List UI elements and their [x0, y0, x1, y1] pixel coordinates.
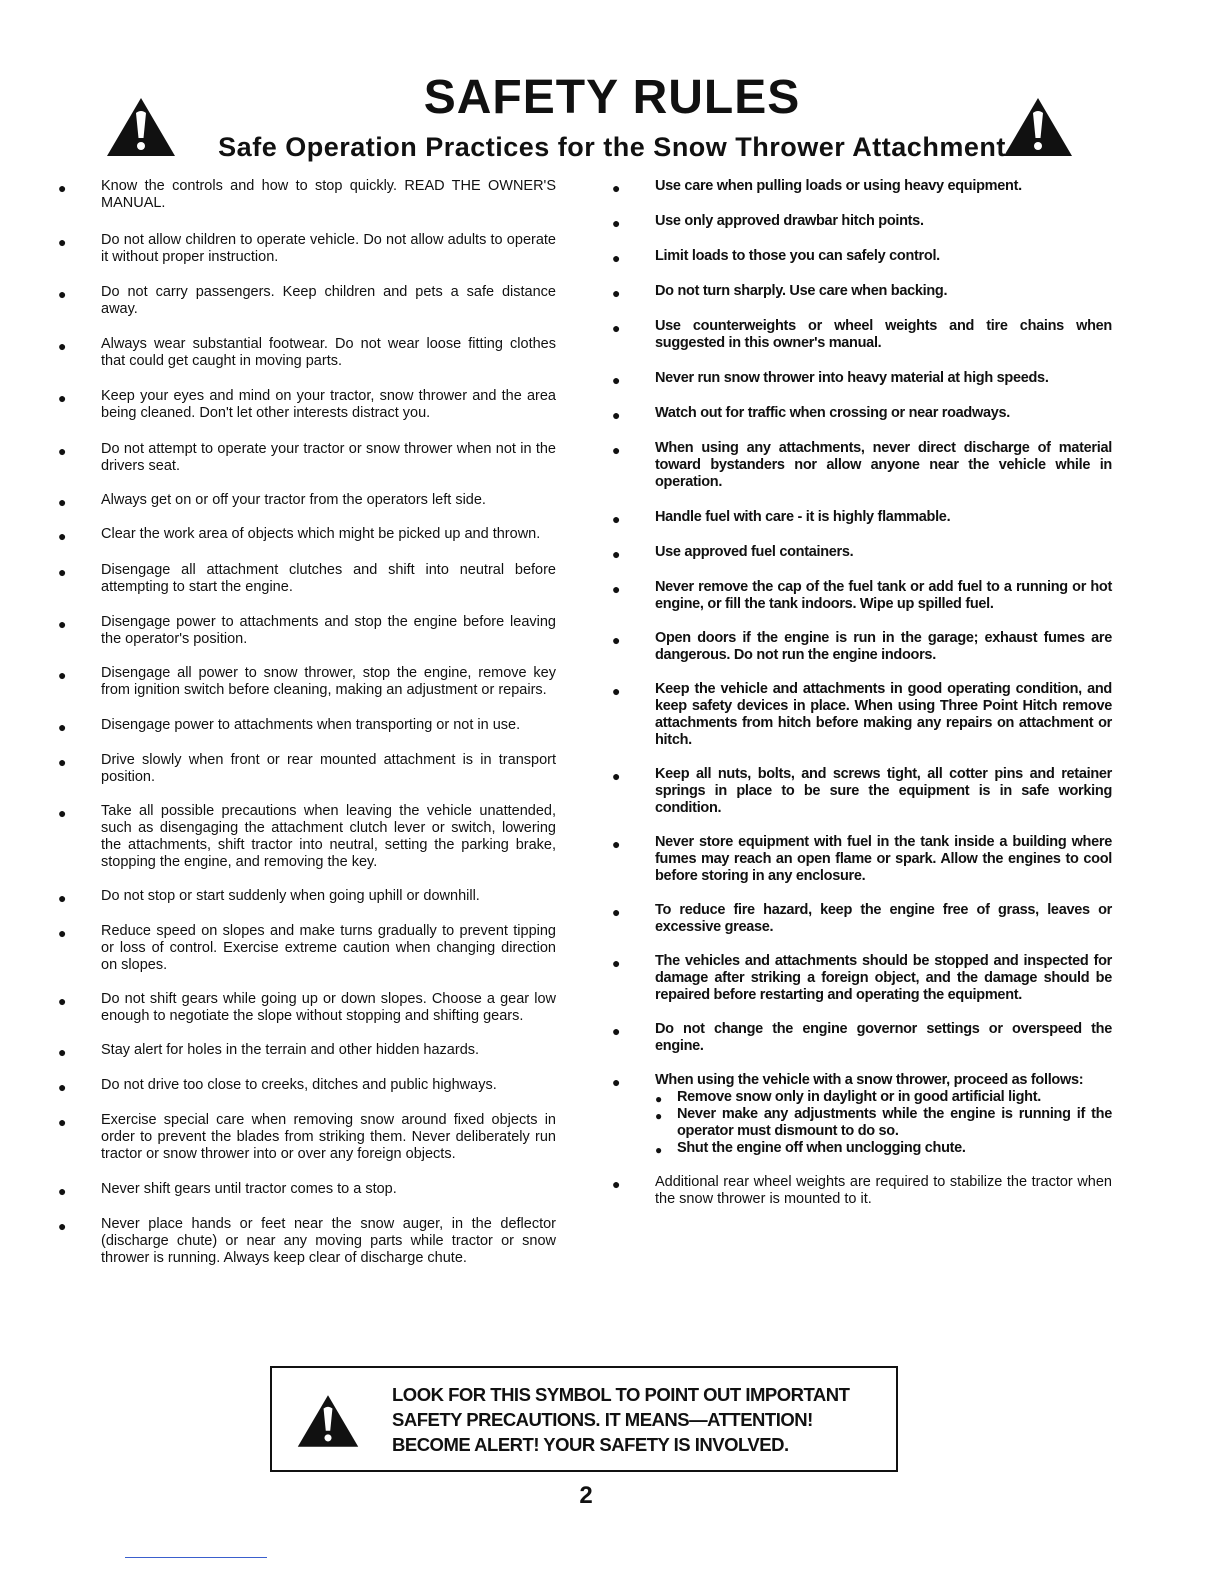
rule-item: ● Stay alert for holes in the terrain and other hidden hazards. [58, 1042, 556, 1059]
rule-item: ● Use approved fuel containers. [612, 544, 1112, 561]
rule-item: ● When using any attachments, never direct discharge of material toward bystanders nor allow anyone near the vehicle while in operation. [612, 440, 1112, 491]
rule-item: ● Clear the work area of objects which might be picked up and thrown. [58, 526, 556, 543]
warning-triangle-icon [105, 96, 177, 158]
rule-item: ● Never store equipment with fuel in the tank inside a building where fumes may reach an open flame or spark. Allow the engines to cool before storing in any enclosure. [612, 834, 1112, 885]
notice-line: LOOK FOR THIS SYMBOL TO POINT OUT IMPORTANT [392, 1384, 850, 1405]
rule-item: ● Use care when pulling loads or using heavy equipment. [612, 178, 1112, 195]
rule-item: ● Handle fuel with care - it is highly flammable. [612, 509, 1112, 526]
rule-item: ● Never remove the cap of the fuel tank or add fuel to a running or hot engine, or fill the tank indoors. Wipe up spilled fuel. [612, 579, 1112, 613]
rule-item: ● Do not attempt to operate your tractor or snow thrower when not in the drivers seat. [58, 441, 556, 475]
rule-item: ● Do not turn sharply. Use care when backing. [612, 283, 1112, 300]
rule-item: ● Disengage power to attachments and stop the engine before leaving the operator's position. [58, 614, 556, 648]
rule-item: ● Exercise special care when removing snow around fixed objects in order to prevent the blades from striking them. Never deliberately run tractor or snow thrower into or over any foreign objects. [58, 1112, 556, 1163]
rule-item: ● Know the controls and how to stop quickly. READ THE OWNER'S MANUAL. [58, 178, 556, 212]
safety-rules-left-column [58, 178, 556, 1267]
rule-item: ● Limit loads to those you can safely control. [612, 248, 1112, 265]
rule-item: ● Keep your eyes and mind on your tractor, snow thrower and the area being cleaned. Don't let other interests distract you. [58, 388, 556, 422]
rule-item: ● Disengage all attachment clutches and shift into neutral before attempting to start the engine. [58, 562, 556, 596]
rule-item: ● Do not allow children to operate vehicle. Do not allow adults to operate it without proper instruction. [58, 232, 556, 266]
procedure-step: ● Never make any adjustments while the engine is running if the operator must dismount to do so. [655, 1106, 1112, 1140]
rule-item: ● Never run snow thrower into heavy material at high speeds. [612, 370, 1112, 387]
rule-item: ● Disengage power to attachments when transporting or not in use. [58, 717, 556, 734]
bottom-divider [125, 1557, 267, 1558]
attention-notice-box [270, 1366, 898, 1472]
snow-procedure-intro: When using the vehicle with a snow thrower, proceed as follows: [655, 1072, 1084, 1088]
procedure-step: ● Remove snow only in daylight or in good artificial light. [655, 1089, 1112, 1106]
rule-item: ● Never shift gears until tractor comes to a stop. [58, 1181, 556, 1198]
rule-item: ● Use only approved drawbar hitch points. [612, 213, 1112, 230]
rule-item: ● Always wear substantial footwear. Do not wear loose fitting clothes that could get caught in moving parts. [58, 336, 556, 370]
rule-item: ● Do not drive too close to creeks, ditches and public highways. [58, 1077, 556, 1094]
rule-item: ● To reduce fire hazard, keep the engine free of grass, leaves or excessive grease. [612, 902, 1112, 936]
rule-item: ● Do not stop or start suddenly when going uphill or downhill. [58, 888, 556, 905]
rule-item: ● Watch out for traffic when crossing or near roadways. [612, 405, 1112, 422]
rule-item: ● Use counterweights or wheel weights and tire chains when suggested in this owner's manual. [612, 318, 1112, 352]
rule-item: ● Keep the vehicle and attachments in good operating condition, and keep safety devices in place. When using Three Point Hitch remove attachments from hitch before making any repairs on attachment or hitch. [612, 681, 1112, 749]
page-subtitle: Safe Operation Practices for the Snow Thrower Attachment [218, 132, 1006, 162]
rule-item: ● The vehicles and attachments should be stopped and inspected for damage after striking a foreign object, and the damage should be repaired before restarting and operating the equipment. [612, 953, 1112, 1004]
rule-item: ● Additional rear wheel weights are required to stabilize the tractor when the snow thrower is mounted to it. [612, 1174, 1112, 1208]
warning-triangle-icon [1002, 96, 1074, 158]
snow-procedure-item [612, 1072, 1112, 1157]
rule-item: ● Drive slowly when front or rear mounted attachment is in transport position. [58, 752, 556, 786]
snow-procedure-steps [655, 1089, 1112, 1157]
notice-line: SAFETY PRECAUTIONS. IT MEANS—ATTENTION! [392, 1409, 813, 1430]
safety-rules-right-column [612, 178, 1112, 1208]
rule-item: ● Keep all nuts, bolts, and screws tight, all cotter pins and retainer springs in place to be sure the equipment is in safe working condition. [612, 766, 1112, 817]
rule-item: ● Do not change the engine governor settings or overspeed the engine. [612, 1021, 1112, 1055]
rule-item: ● Open doors if the engine is run in the garage; exhaust fumes are dangerous. Do not run the engine indoors. [612, 630, 1112, 664]
rule-item: ● Disengage all power to snow thrower, stop the engine, remove key from ignition switch before cleaning, making an adjustment or repairs. [58, 665, 556, 699]
notice-line: BECOME ALERT! YOUR SAFETY IS INVOLVED. [392, 1434, 789, 1455]
page-number: 2 [579, 1482, 593, 1509]
warning-triangle-icon [296, 1392, 360, 1450]
rule-item: ● Never place hands or feet near the snow auger, in the deflector (discharge chute) or near any moving parts while tractor or snow thrower is running. Always keep clear of discharge chute. [58, 1216, 556, 1267]
rule-item: ● Do not carry passengers. Keep children and pets a safe distance away. [58, 284, 556, 318]
rule-item: ● Take all possible precautions when leaving the vehicle unattended, such as disengaging the attachment clutch lever or switch, lowering the attachments, shift tractor into neutral, setting the parking brake, stopping the engine, and removing the key. [58, 803, 556, 871]
page-title: SAFETY RULES [423, 71, 801, 124]
procedure-step: ● Shut the engine off when unclogging chute. [655, 1140, 1112, 1157]
rule-item: ● Do not shift gears while going up or down slopes. Choose a gear low enough to negotiate the slope without stopping and shifting gears. [58, 991, 556, 1025]
rule-item: ● Always get on or off your tractor from the operators left side. [58, 492, 556, 509]
notice-text [392, 1382, 892, 1457]
rule-item: ● Reduce speed on slopes and make turns gradually to prevent tipping or loss of control. Exercise extreme caution when changing direction on slopes. [58, 923, 556, 974]
